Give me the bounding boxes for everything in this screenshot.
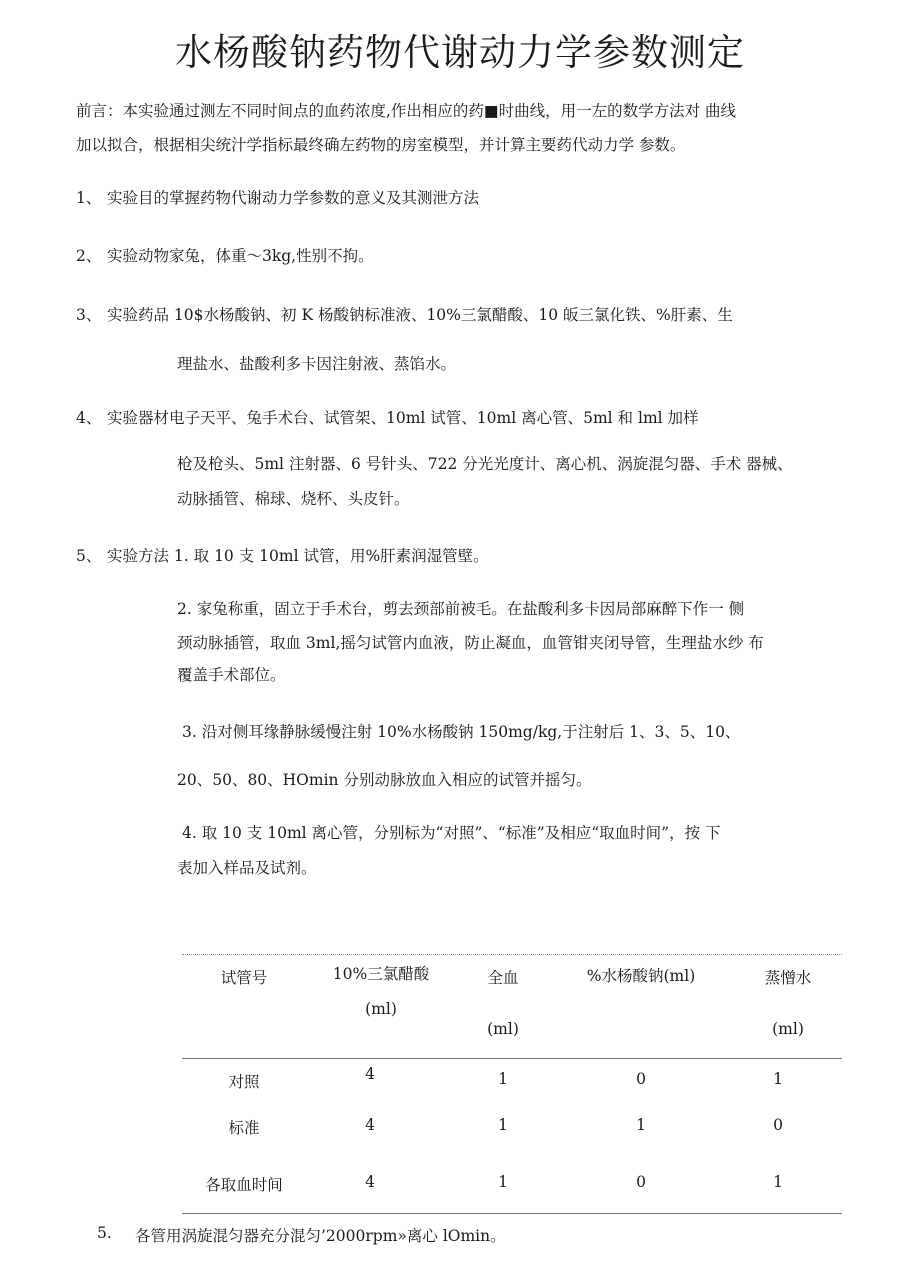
table-cell: 1 xyxy=(498,1173,508,1191)
header-tca: 10%三氯醋酸 xyxy=(332,965,430,983)
item-5-text: 实验方法 1. 取 10 支 10ml 试管，用%肝素润湿管壁。 xyxy=(107,547,489,565)
table-top-rule xyxy=(182,954,842,955)
header-whole-blood-unit: (ml) xyxy=(487,1020,519,1038)
table-cell: 0 xyxy=(636,1070,646,1088)
step-4-line-2: 表加入样品及试剂。 xyxy=(177,859,317,877)
table-cell: 1 xyxy=(773,1070,783,1088)
step-2-line-3: 覆盖手术部位。 xyxy=(177,666,286,684)
item-4-text-cont-1: 枪及枪头、5ml 注射器、6 号针头、722 分光光度计、离心机、涡旋混匀器、手术 器械、 xyxy=(177,455,793,473)
item-5-number: 5、 xyxy=(76,547,102,565)
table-cell: 0 xyxy=(636,1173,646,1191)
item-3-number: 3、 xyxy=(76,306,102,324)
step-3-line-1: 3. 沿对侧耳缘静脉缓慢注射 10%水杨酸钠 150mg/kg,于注射后 1、3、5、10、 xyxy=(182,723,741,741)
item-4-text-cont-2: 动脉插管、棉球、烧杯、头皮针。 xyxy=(177,490,410,508)
step-4-line-1: 4. 取 10 支 10ml 离心管，分别标为“对照”、“标准”及相应“取血时间”，按 下 xyxy=(182,824,721,842)
table-cell: 对照 xyxy=(228,1073,260,1091)
item-4-text: 实验器材电子天平、兔手术台、试管架、10ml 试管、10ml 离心管、5ml 和 lml 加样 xyxy=(107,409,699,427)
table-cell: 1 xyxy=(773,1173,783,1191)
item-1-text: 实验目的掌握药物代谢动力学参数的意义及其测泄方法 xyxy=(107,189,480,207)
footer-text: 各管用涡旋混匀器充分混匀’2000rpm»离心 lOmin。 xyxy=(135,1227,506,1245)
header-tca-unit: (ml) xyxy=(365,1000,397,1018)
table-cell: 4 xyxy=(365,1116,375,1134)
header-sodium-salicylate: %水杨酸钠(ml) xyxy=(586,967,696,985)
step-3-line-2: 20、50、80、HOmin 分别动脉放血入相应的试管并摇匀。 xyxy=(177,771,592,789)
step-2-line-2: 颈动脉插管，取血 3ml,摇匀试管内血液，防止凝血，血管钳夹闭导管，生理盐水纱 布 xyxy=(177,634,764,652)
table-bottom-rule xyxy=(182,1213,842,1214)
table-cell: 1 xyxy=(498,1070,508,1088)
item-3-text-cont: 理盐水、盐酸利多卡因注射液、蒸馅水。 xyxy=(177,355,457,373)
header-distilled-water-unit: (ml) xyxy=(772,1020,804,1038)
item-1-number: 1、 xyxy=(76,189,102,207)
table-cell: 4 xyxy=(365,1173,375,1191)
table-cell: 各取血时间 xyxy=(205,1176,283,1194)
table-header-rule xyxy=(182,1058,842,1059)
item-4-number: 4、 xyxy=(76,409,102,427)
item-2-text: 实验动物家兔，体重～3kg,性别不拘。 xyxy=(107,247,374,265)
step-2-line-1: 2. 家兔称重，固立于手术台，剪去颈部前被毛。在盐酸利多卡因局部麻醉下作一 侧 xyxy=(177,600,745,618)
table-cell: 4 xyxy=(365,1065,375,1083)
table-cell: 标准 xyxy=(228,1119,260,1137)
header-whole-blood: 全血 xyxy=(487,969,519,987)
table-cell: 1 xyxy=(636,1116,646,1134)
header-distilled-water: 蒸憎水 xyxy=(764,969,812,987)
page-title: 水杨酸钠药物代谢动力学参数测定 xyxy=(175,31,745,74)
preface-line-2: 加以拟合，根据相尖统汁学指标最终确左药物的房室模型，并计算主要药代动力学 参数。 xyxy=(76,136,686,154)
item-2-number: 2、 xyxy=(76,247,102,265)
preface-line-1: 前言：本实验通过测左不同时间点的血药浓度,作出相应的药■时曲线，用一左的数学方法对 曲线 xyxy=(76,102,737,120)
footer-number: 5. xyxy=(97,1224,112,1242)
table-cell: 0 xyxy=(773,1116,783,1134)
table-cell: 1 xyxy=(498,1116,508,1134)
header-tube-no: 试管号 xyxy=(220,969,268,987)
item-3-text: 实验药品 10$水杨酸钠、初 K 杨酸钠标准液、10%三氯醋酸、10 皈三氯化铁、%肝素、生 xyxy=(107,306,733,324)
